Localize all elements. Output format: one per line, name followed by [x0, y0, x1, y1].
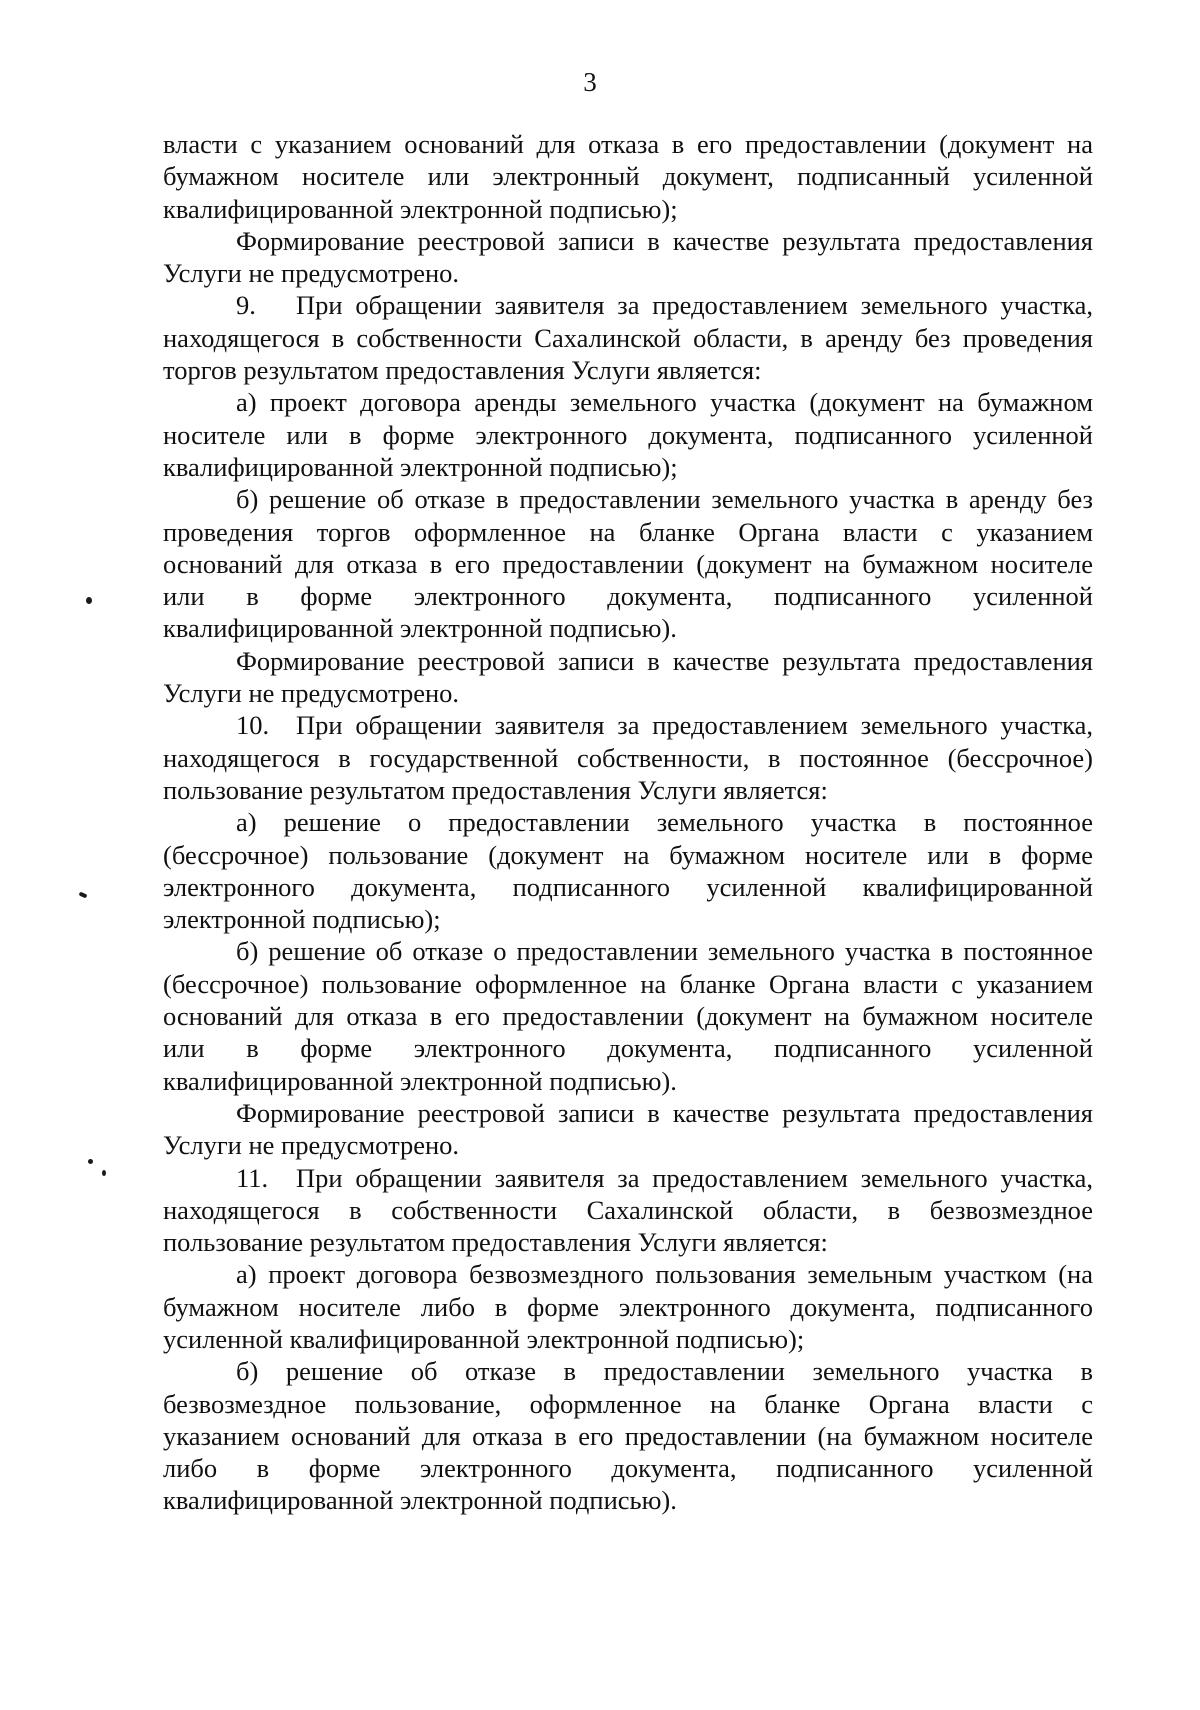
scan-mark — [79, 891, 88, 898]
line-text: При обращении заявителя за предоставлением земельного участка, — [296, 1162, 1093, 1193]
scan-mark — [86, 597, 92, 604]
text-line — [163, 257, 1093, 289]
line-text: пользование результатом предоставления Услуги является: — [163, 1227, 828, 1258]
line-text: бумажном носителе или электронный документ, подписанный усиленной — [163, 161, 1093, 192]
line-text: Услуги не предусмотрено. — [163, 1130, 460, 1161]
line-text: оснований для отказа в его предоставлении (документ на бумажном носителе — [163, 548, 1093, 579]
line-text: власти с указанием оснований для отказа в его предоставлении (документ на — [163, 129, 1093, 159]
line-text: находящегося в собственности Сахалинской области, в аренду без проведения — [163, 322, 1093, 353]
line-text: квалифицированной электронной подписью). — [163, 613, 677, 644]
page-number: 3 — [583, 67, 597, 97]
text-line — [163, 709, 1093, 741]
text-line — [163, 322, 1093, 354]
line-text: электронной подписью); — [163, 904, 441, 935]
text-line — [163, 806, 1093, 838]
text-line — [163, 419, 1093, 451]
text-line — [163, 1484, 1093, 1516]
line-text: или в форме электронного документа, подписанного усиленной — [163, 581, 1093, 612]
line-text: При обращении заявителя за предоставлением земельного участка, — [296, 290, 1093, 321]
text-line — [163, 193, 1093, 225]
text-line — [163, 1162, 1093, 1194]
clause-number: 10. — [236, 710, 270, 741]
text-line — [163, 1129, 1093, 1161]
line-text: либо в форме электронного документа, подписанного усиленной — [163, 1453, 1093, 1484]
text-line — [163, 742, 1093, 774]
line-text: указанием оснований для отказа в его предоставлении (на бумажном носителе — [163, 1420, 1093, 1451]
text-line — [163, 774, 1093, 806]
line-text: проведения торгов оформленное на бланке Органа власти с указанием — [163, 516, 1093, 547]
line-text: носителе или в форме электронного документа, подписанного усиленной — [163, 419, 1093, 450]
text-line — [163, 903, 1093, 935]
text-line — [163, 1032, 1093, 1064]
text-line — [163, 1355, 1093, 1387]
line-text: а) проект договора безвозмездного пользования земельным участком (на — [236, 1259, 1093, 1290]
text-line — [163, 645, 1093, 677]
text-line — [163, 1258, 1093, 1290]
text-line — [163, 128, 1093, 160]
text-line — [163, 612, 1093, 644]
line-text: Формирование реестровой записи в качестве результата предоставления — [236, 1097, 1093, 1128]
text-line — [163, 1388, 1093, 1420]
text-line — [163, 548, 1093, 580]
text-line — [163, 677, 1093, 709]
line-text: Формирование реестровой записи в качестве результата предоставления — [236, 225, 1093, 256]
line-text: б) решение об отказе в предоставлении земельного участка в аренду без — [236, 484, 1093, 515]
text-line — [163, 451, 1093, 483]
line-text: Услуги не предусмотрено. — [163, 258, 460, 289]
line-text: Формирование реестровой записи в качестве результата предоставления — [236, 645, 1093, 676]
text-line — [163, 968, 1093, 1000]
line-text: бумажном носителе либо в форме электронного документа, подписанного — [163, 1291, 1093, 1322]
line-text: При обращении заявителя за предоставлением земельного участка, — [296, 710, 1093, 741]
text-line — [163, 483, 1093, 515]
line-text: (бессрочное) пользование оформленное на бланке Органа власти с указанием — [163, 968, 1093, 999]
line-text: квалифицированной электронной подписью); — [163, 451, 678, 482]
line-text: электронного документа, подписанного усиленной квалифицированной — [163, 871, 1093, 902]
text-line — [163, 871, 1093, 903]
text-line — [163, 289, 1093, 321]
text-line — [163, 1000, 1093, 1032]
scan-mark — [88, 1159, 93, 1164]
clause-number: 9. — [236, 290, 256, 321]
text-line — [163, 1452, 1093, 1484]
text-line — [163, 1226, 1093, 1258]
text-line — [163, 386, 1093, 418]
line-text: оснований для отказа в его предоставлении (документ на бумажном носителе — [163, 1001, 1093, 1032]
text-line — [163, 516, 1093, 548]
scan-mark — [102, 1170, 106, 1176]
line-text: квалифицированной электронной подписью). — [163, 1065, 677, 1096]
text-line — [163, 1097, 1093, 1129]
text-line — [163, 354, 1093, 386]
text-line — [163, 1291, 1093, 1323]
text-line — [163, 1065, 1093, 1097]
line-text: торгов результатом предоставления Услуги является: — [163, 355, 762, 386]
text-line — [163, 935, 1093, 967]
line-text: пользование результатом предоставления Услуги является: — [163, 774, 828, 805]
line-text: б) решение об отказе в предоставлении земельного участка в — [236, 1356, 1093, 1387]
line-text: находящегося в государственной собственности, в постоянное (бессрочное) — [163, 742, 1093, 773]
line-text: усиленной квалифицированной электронной подписью); — [163, 1323, 805, 1354]
text-line — [163, 225, 1093, 257]
line-text: а) решение о предоставлении земельного участка в постоянное — [236, 807, 1093, 838]
text-line — [163, 1194, 1093, 1226]
line-text: квалифицированной электронной подписью); — [163, 193, 678, 224]
line-text: б) решение об отказе о предоставлении земельного участка в постоянное — [236, 936, 1093, 967]
line-text: или в форме электронного документа, подписанного усиленной — [163, 1033, 1093, 1064]
clause-number: 11. — [236, 1162, 269, 1193]
line-text: (бессрочное) пользование (документ на бумажном носителе или в форме — [163, 839, 1093, 870]
text-line — [163, 839, 1093, 871]
text-line — [163, 160, 1093, 192]
text-line — [163, 580, 1093, 612]
text-line — [163, 1323, 1093, 1355]
line-text: находящегося в собственности Сахалинской области, в безвозмездное — [163, 1194, 1093, 1225]
line-text: Услуги не предусмотрено. — [163, 678, 460, 709]
text-line — [163, 1420, 1093, 1452]
line-text: а) проект договора аренды земельного участка (документ на бумажном — [236, 387, 1093, 418]
line-text: безвозмездное пользование, оформленное на бланке Органа власти с — [163, 1388, 1093, 1419]
line-text: квалифицированной электронной подписью). — [163, 1485, 677, 1516]
document-body — [163, 128, 1093, 1517]
